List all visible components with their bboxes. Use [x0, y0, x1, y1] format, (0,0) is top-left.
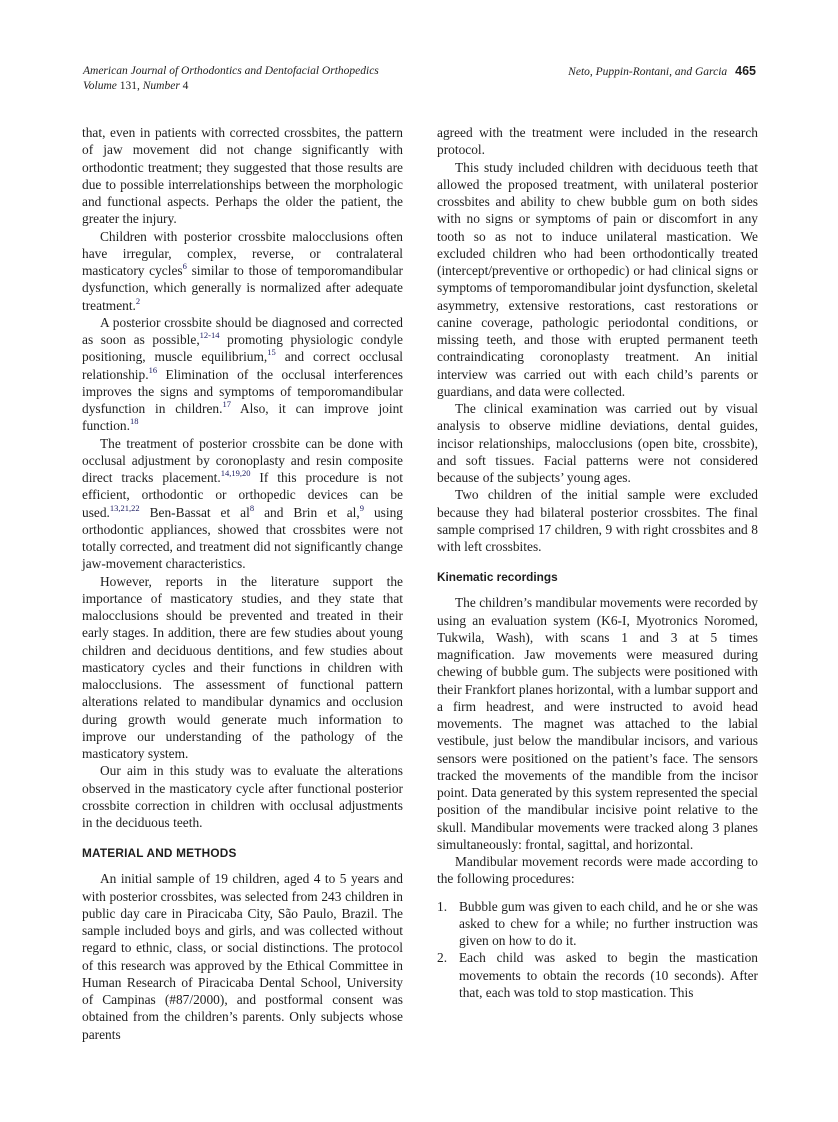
- paragraph-text: Children with posterior crossbite malocclusions often have irregular, complex, reverse, or contralateral masticatory cycles: [82, 228, 403, 278]
- citation-superscript: 12-14: [199, 330, 220, 340]
- paragraph-text: If this procedure is not efficient, orthodontic or orthopedic devices can be used.: [82, 470, 403, 520]
- volume-number: 131,: [119, 80, 140, 92]
- paragraph-text: Elimination of the occlusal interferences improves the signs and symptoms of temporomandibular dysfunction in children.: [82, 366, 403, 416]
- procedure-item: [437, 949, 758, 1001]
- number-label: Number: [142, 80, 180, 92]
- paragraph-text: promoting physiologic condyle positioning, muscle equilibrium,: [82, 332, 403, 365]
- body-paragraph: [82, 314, 403, 435]
- right-methods-paragraphs: [437, 124, 758, 555]
- issue-number: 4: [182, 80, 189, 92]
- procedure-item: [437, 898, 758, 950]
- paragraph-text: Two children of the initial sample were excluded because they had bilateral posterior crossbites. The final sample comprised 17 children, 9 with right crossbites and 8 with left crossbites.: [437, 487, 758, 554]
- paragraph-text: Also, it can improve joint function.: [82, 401, 404, 434]
- body-paragraph: [437, 400, 758, 486]
- body-paragraph: [437, 594, 758, 853]
- paragraph-text: that, even in patients with corrected crossbites, the pattern of jaw movement did not change significantly with orthodontic treatment; they suggested that those results are due to possible interrelationships between the morphologic and functional aspects. Perhaps the older the patient, the greater the injury.: [82, 125, 403, 227]
- paragraph-text: Mandibular movement records were made according to the following procedures:: [437, 854, 758, 887]
- citation-superscript: 6: [182, 261, 187, 271]
- citation-superscript: 2: [135, 295, 141, 306]
- body-paragraph: [82, 124, 403, 228]
- paragraph-text: using orthodontic appliances, showed that crossbites were not totally corrected, and treatment did not significantly change jaw-movement characteristics.: [82, 504, 403, 572]
- paragraph-text: However, reports in the literature support the importance of masticatory studies, and they state that malocclusions should be prevented and treated in their early stages. In addition, there are few studies about young children and deciduous dentitions, and few studies about masticatory cycles and their functions in children with malocclusions. The assessment of functional pattern alterations related to mandibular dynamics and occlusion during growth would generate much information to improve our understanding of the pathology of the masticatory system.: [82, 573, 403, 761]
- citation-superscript: 9: [359, 502, 365, 513]
- item-text: Each child was asked to begin the mastication movements to obtain the records (10 seconds). After that, each was told to stop mastication. This: [459, 950, 758, 1000]
- left-intro-paragraphs: [82, 124, 403, 831]
- paragraph-text: A posterior crossbite should be diagnosed and corrected as soon as possible,: [82, 314, 403, 347]
- running-header-authors: [568, 64, 756, 80]
- citation-superscript: 15: [267, 347, 276, 358]
- procedure-list: [437, 898, 758, 1002]
- citation-superscript: 13,21,22: [109, 502, 140, 513]
- body-paragraph: [437, 159, 758, 401]
- paragraph-text: agreed with the treatment were included in the research protocol.: [437, 125, 758, 158]
- subsection-heading-kinematic-recordings: Kinematic recordings: [437, 570, 558, 585]
- volume-label: Volume: [83, 80, 117, 92]
- item-number: 2.: [437, 950, 448, 966]
- paragraph-text: An initial sample of 19 children, aged 4 to 5 years and with posterior crossbites, was selected from 243 children in public day care in Piracicaba City, São Paulo, Brazil. The sample included boys and girls, and was collected without regard to ethnic, class, or social distinctions. The protocol of this research was approved by the Ethical Committee in Human Research of Piracicaba Dental School, University of Campinas (#87/2000), and postformal consent was obtained from the children’s parents. Only subjects whose parents: [82, 871, 403, 1042]
- paragraph-text: similar to those of temporomandibular dysfunction, which generally is normalized after adequate treatment.: [82, 263, 403, 313]
- page-number: 465: [735, 64, 756, 78]
- left-column: [82, 124, 403, 1043]
- citation-superscript: 17: [222, 399, 231, 409]
- body-paragraph: [437, 124, 758, 159]
- citation-superscript: 8: [249, 502, 255, 513]
- item-number: 1.: [437, 898, 448, 914]
- paragraph-text: Ben-Bassat et al: [139, 504, 250, 520]
- paragraph-text: This study included children with deciduous teeth that allowed the proposed treatment, with unilateral posterior crossbites and ability to chew bubble gum on both sides with no signs or symptoms of pain or discomfort in any tooth so as not to induce unilateral mastication. We excluded children who had been orthodontically treated (intercept/preventive or orthopedic) or had clinical signs or symptoms of temporomandibular joint dysfunction, skeletal asymmetry, extensive restorations, cast restorations or canine coverage, pathologic periodontal conditions, or missing teeth, and those with erupted permanent teeth contraindicating coronoplasty treatment. An initial interview was carried out with each child’s parents or guardians, and data were collected.: [437, 159, 758, 399]
- body-paragraph: [82, 228, 403, 314]
- body-paragraph: [82, 573, 403, 763]
- right-kinematic-paragraphs: [437, 594, 758, 887]
- body-paragraph: [437, 853, 758, 888]
- body-paragraph: [437, 486, 758, 555]
- volume-issue: [83, 79, 379, 94]
- citation-superscript: 16: [148, 364, 158, 375]
- body-paragraph: [82, 435, 403, 573]
- paragraph-text: The clinical examination was carried out by visual analysis to observe midline deviations, dental guides, incisor relationships, malocclusions (open bite, crossbite), and soft tissues. Facial patterns were not considered because of the subjects’ young ages.: [437, 401, 758, 485]
- journal-title: American Journal of Orthodontics and Dentofacial Orthopedics: [83, 65, 379, 77]
- body-paragraph: [82, 762, 403, 831]
- body-paragraph: [82, 870, 403, 1043]
- section-heading-material-methods: MATERIAL AND METHODS: [82, 846, 237, 861]
- paragraph-text: and Brin et al,: [254, 504, 360, 520]
- citation-superscript: 14,19,20: [220, 468, 251, 478]
- citation-superscript: 18: [129, 416, 139, 427]
- authors: Neto, Puppin-Rontani, and Garcia: [568, 66, 728, 78]
- paragraph-text: The children’s mandibular movements were recorded by using an evaluation system (K6-I, Myotronics Noromed, Tukwila, Wash), with scans 1 and 3 at 5 times magnification. Jaw movements were measured during chewing of bubble gum. The subjects were positioned with their Frankfort planes horizontal, with a lumbar support and a firm headrest, and were instructed to avoid head movements. The magnet was attached to the labial vestibule, just below the mandibular incisors, and various sensors were positioned on the patient’s face. The sensors tracked the movements of the mandible from the incisor point. Data generated by this system represented the special position of the mandibular incisive point relative to the skull. Mandibular movements were tracked along 3 planes simultaneously: frontal, sagittal, and horizontal.: [437, 595, 758, 852]
- right-column: [437, 124, 758, 1001]
- left-methods-paragraphs: [82, 870, 403, 1043]
- paragraph-text: The treatment of posterior crossbite can be done with occlusal adjustment by coronoplasty and resin composite direct tracks placement.: [82, 435, 403, 485]
- paragraph-text: Our aim in this study was to evaluate the alterations observed in the masticatory cycle after functional posterior crossbite correction in children with occlusal adjustments in the deciduous teeth.: [82, 763, 403, 830]
- running-header-journal: [83, 64, 379, 94]
- item-text: Bubble gum was given to each child, and he or she was asked to chew for a while; no further instruction was given on how to do it.: [459, 898, 758, 948]
- paragraph-text: and correct occlusal relationship.: [82, 349, 403, 382]
